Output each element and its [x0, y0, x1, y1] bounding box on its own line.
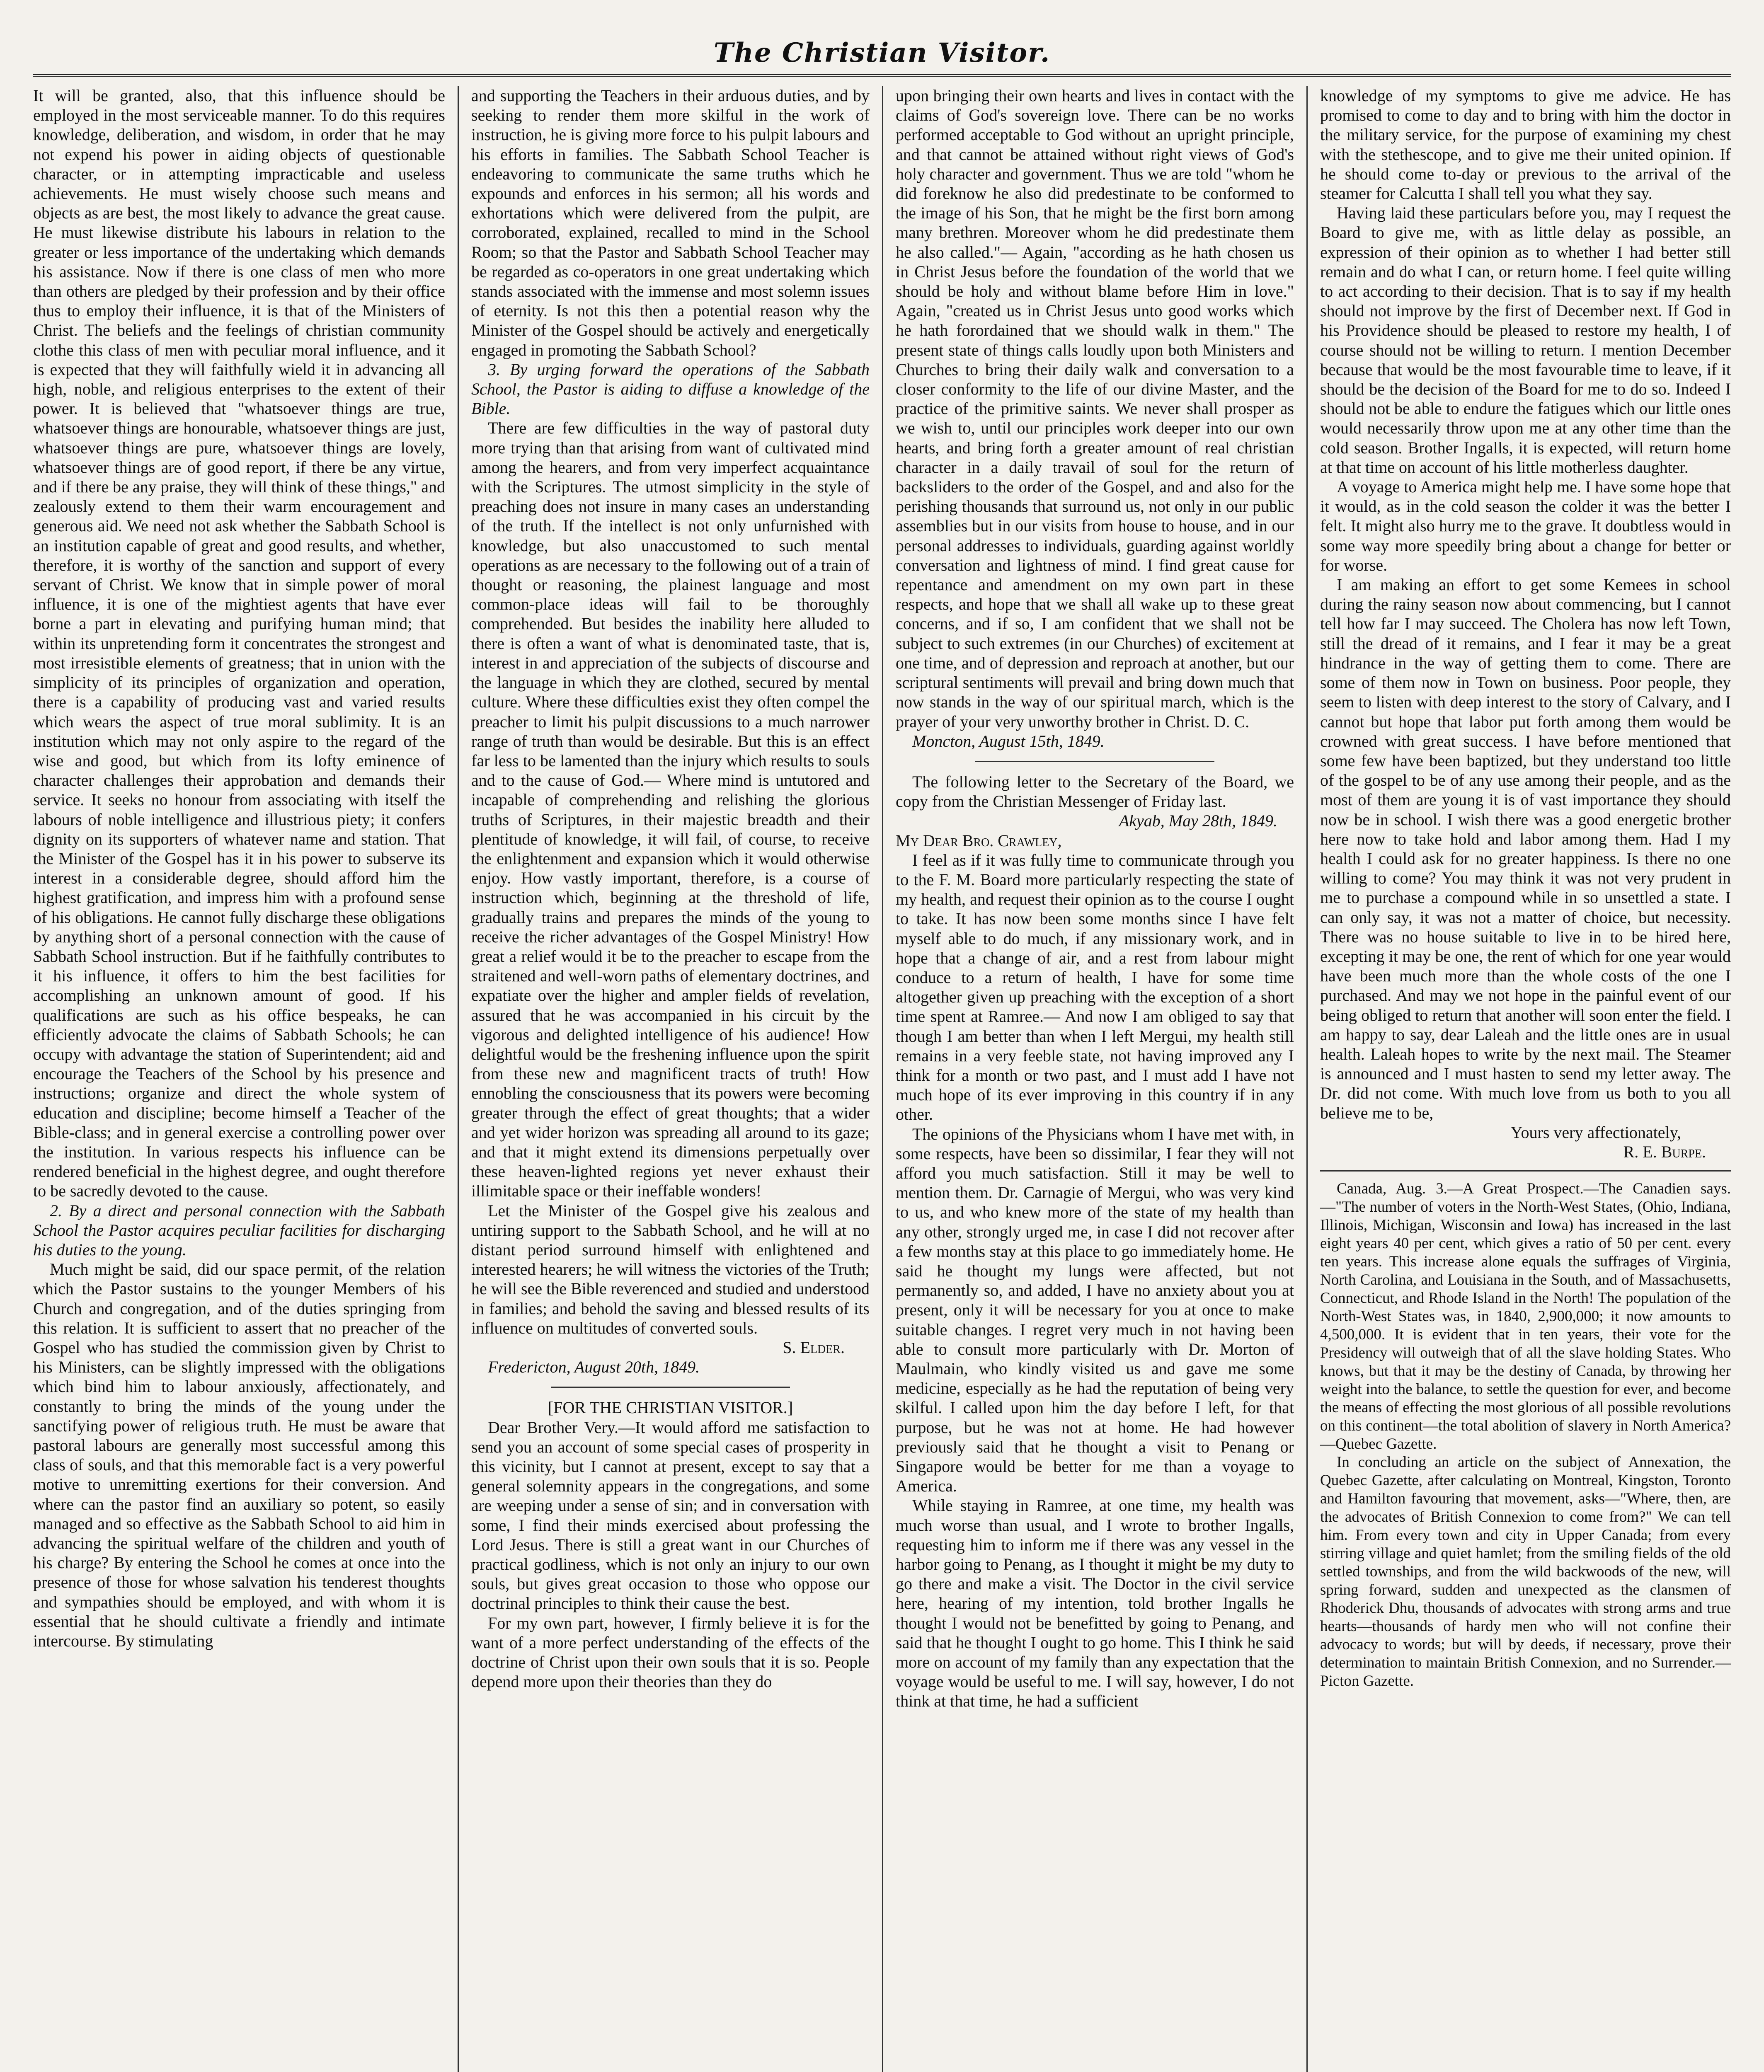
paragraph: Let the Minister of the Gospel give his zealous and untiring support to the Sabbath School, and he will at no distant period surround himself with enlightened and interested hearers; he will witness the victories of the Truth; he will see the Bible reverenced and studied and understood in families; and behold the saving and blessed results of its influence on multitudes of converted souls. [471, 1201, 870, 1337]
paragraph: Having laid these particulars before you, may I request the Board to give me, with as little delay as possible, an expression of their opinion as to whether I had better still remain and do what I can, or return home. I feel quite willing to act according to their decision. That is to say if my health should not improve by the first of December next. If God in his Providence should be pleased to restore my health, I of course should not be willing to return. I mention December because that would be the most favourable time to leave, if it should be the decision of the Board for me to do so. Indeed I should not be able to endure the fatigues which our little ones would necessarily throw upon me at any other time than the cold season. Brother Ingalls, it is expected, will return home at that time on account of his little motherless daughter. [1320, 203, 1731, 477]
masthead: The Christian Visitor. [33, 37, 1731, 77]
paragraph: For my own part, however, I firmly believe it is for the want of a more perfect understanding of the effects of the doctrine of Christ upon their own souls that it is so. People depend more upon their theories than they do [471, 1613, 870, 1691]
paragraph: upon bringing their own hearts and lives in contact with the claims of God's sovereign love. There can be no works performed acceptable to God without an upright principle, and that cannot be attained without right views of God's holy character and government. Thus we are told "whom he did foreknow he also did predestinate to be conformed to the image of his Son, that he might be the first born among many brethren. Moreover whom he did predestinate them he also called."— Again, "according as he hath chosen us in Christ Jesus before the foundation of the world that we should be holy and without blame before Him in love." Again, "created us in Christ Jesus unto good works which he hath forordained that we should walk in them." The present state of things calls loudly upon both Ministers and Churches to bring their daily walk and conversation to a closer conformity to the life of our divine Master, and the practice of the primitive saints. We never shall prosper as we wish to, until our principles work deeper into our own hearts, and bring forth a greater amount of real christian character in a daily travail of soul for the return of backsliders to the order of the Gospel, and and also for the perishing thousands that surround us, not only in our public assemblies but in our visits from house to house, and in our personal addresses to individuals, guarding against worldly conversation and lightness of mind. I find great cause for repentance and amendment on my own part in these respects, and hope that we shall all wake up to these great concerns, and if so, I am confident that we shall not be subject to such extremes (in our Churches) of excitement at one time, and of depression and reproach at another, but our scriptural sentiments will prevail and bring down much that now stands in the way of our spiritual march, which is the prayer of your very unworthy brother in Christ. D. C. [896, 86, 1294, 731]
signature: R. E. Burpe. [1623, 1142, 1706, 1161]
news-item: In concluding an article on the subject of Annexation, the Quebec Gazette, after calculating on Montreal, Kingston, Toronto and Hamilton favouring that movement, asks—"Where, then, are the advocates of British Connexion to come from?" We can tell him. From every town and city in Upper Canada; from every stirring village and quiet hamlet; from the smiling fields of the old settled townships, and from the wild backwoods of the new, will spring forward, sudden and unexpected as the clansmen of Rhoderick Dhu, thousands of advocates with strong arms and true hearts—thousands of hardy men who will not confine their advocacy to words; but will by deeds, if necessary, prove their determination to maintain British Connexion, and no Surrender.—Picton Gazette. [1320, 1454, 1731, 1690]
column-2 [458, 86, 882, 2072]
section-heading: 3. By urging forward the operations of the Sabbath School, the Pastor is aiding to diffuse a knowledge of the Bible. [471, 360, 870, 418]
dateline: Akyab, May 28th, 1849. [1119, 811, 1277, 830]
dateline: Moncton, August 15th, 1849. [912, 731, 1105, 750]
paragraph: Much might be said, did our space permit, of the relation which the Pastor sustains to the younger Members of his Church and congregation, and of the duties springing from this relation. It is sufficient to assert that no preacher of the Gospel who has studied the commission given by Christ to his Ministers, can be slightly impressed with the obligations which bind him to labour anxiously, affectionately, and constantly to bring the minds of the young under the sanctifying power of religious truth. He must be aware that pastoral labours are generally most successful among this class of souls, and that this memorable fact is a very powerful motive to unremitting exertions for their conversion. And where can the pastor find an auxiliary so potent, so easily managed and so effective as the Sabbath School to aid him in advancing the spiritual welfare of the children and youth of his charge? By entering the School he comes at once into the presence of those for whose salvation his tenderest thoughts and sympathies should be employed, and with whom it is essential that he should cultivate a friendly and intimate intercourse. By stimulating [33, 1260, 445, 1651]
article-header: [FOR THE CHRISTIAN VISITOR.] [548, 1398, 793, 1417]
paragraph: While staying in Ramree, at one time, my health was much worse than usual, and I wrote to brother Ingalls, requesting him to inform me if there was any vessel in the harbor going to Penang, as I thought it might be my duty to go there and make a visit. The Doctor in the civil service here, hearing of my intention, told brother Ingalls he thought I would not be benefitted by going to Penang, and said that he thought I ought to go home. This I think he said more on account of my family than any expectation that the voyage would be useful to me. I will say, however, I do not think at that time, he had a sufficient [896, 1496, 1294, 1711]
columns [33, 86, 1731, 2072]
paragraph: I am making an effort to get some Kemees in school during the rainy season now about commencing, but I cannot tell how far I may succeed. The Cholera has now left Town, still the dread of it remains, and I fear it may be a great hindrance in the way of getting them to come. There are some of them now in Town on business. Poor people, they seem to listen with deep interest to the story of Calvary, and I cannot but hope that labor put forth among them would be crowned with great success. I have before mentioned that some few have been baptized, but they understand too little of the gospel to be of any use among their people, and as the most of them are young it is of vast importance they should now be in school. I wish there was a good energetic brother here now to take hold and labor among them. Had I my health I could ask for no greater happiness. Is there no one willing to come? You may think it was not very prudent in me to purchase a compound while in so unsettled a state. I can only say, it was not a matter of choice, but necessity. There was no house suitable to live in to be hired here, excepting it may be one, the rent of which for one year would have been much more than the whole costs of the one I purchased. And may we not hope in the painful event of our being obliged to return that another will soon enter the field. I am happy to say, dear Laleah and the little ones are in usual health. Laleah hopes to write by the next mail. The Steamer is announced and I must hasten to send my letter away. The Dr. did not come. With much love from us both to you all believe me to be, [1320, 575, 1731, 1122]
paragraph: There are few difficulties in the way of pastoral duty more trying than that arising from want of cultivated mind among the hearers, and from very imperfect acquaintance with the Scriptures. The utmost simplicity in the style of preaching does not insure in many cases an understanding of the truth. If the intellect is not only unfurnished with knowledge, but also unaccustomed to such mental operations as are necessary to the following out of a train of thought or reasoning, the plainest language and most common-place ideas will fail to be thoroughly comprehended. But besides the inability here alluded to there is often a want of what is denominated taste, that is, interest in and appreciation of the subjects of discourse and the language in which they are clothed, secured by mental culture. Where these difficulties exist they often compel the preacher to limit his pulpit discussions to a much narrower range of truth than would be desirable. But this is an effect far less to be lamented than the injury which results to souls and to the cause of God.— Where mind is untutored and incapable of comprehending and relishing the glorious truths of Scriptures, in their majestic breadth and their plentitude of knowledge, it will fail, of course, to receive the enlightenment and expansion which it would otherwise enjoy. How vastly important, therefore, is a course of instruction which, beginning at the threshold of life, gradually trains and prepares the minds of the young to receive the richer advantages of the Gospel Ministry! How great a relief would it be to the preacher to escape from the straitened and well-worn paths of elementary doctrines, and expatiate over the higher and ampler fields of revelation, assured that he was accompanied in his circuit by the vigorous and delighted intelligence of his audience! How delightful would be the freshening influence upon the spirit from these new and magnificent tracts of truth! How ennobling the consciousness that its powers were becoming greater through the effect of great thoughts; that a wider and yet wider horizon was spreading all around to its gaze; and that it might extend its dimensions perpetually over these heaven-lighted regions yet never exhaust their illimitable space or their ineffable wonders! [471, 419, 870, 1201]
column-1 [33, 86, 458, 2072]
section-heading: 2. By a direct and personal connection with the Sabbath School the Pastor acquires peculiar facilities for discharging his duties to the young. [33, 1201, 445, 1259]
paragraph: It will be granted, also, that this influence should be employed in the most serviceable manner. To do this requires knowledge, deliberation, and wisdom, in order that he may not expend his power in aiding objects of questionable character, or in attempting impracticable and useless achievements. He must wisely choose such means and objects as are best, the most likely to advance the great cause. He must likewise distribute his labours in relation to the greater or less importance of the undertaking which demands his assistance. Now if there is one class of men who more than others are pledged by their profession and by their office thus to employ their influence, it is that of the Ministers of Christ. The beliefs and the feelings of christian community clothe this class of men with peculiar moral influence, and it is expected that they will faithfully wield it in advancing all high, noble, and religious enterprises to the extent of their power. It is believed that "whatsoever things are true, whatsoever things are honourable, whatsoever things are just, whatsoever things are pure, whatsoever things are lovely, whatsoever things are of good report, if there be any virtue, and if there be any praise, they will think of these things," and zealously extend to them their warm encouragement and generous aid. We need not ask whether the Sabbath School is an institution capable of great and good results, and whether, therefore, it is worthy of the sanction and support of every servant of Christ. We know that in simple power of moral influence, it is one of the mightiest agents that have ever borne a part in elevating and purifying human mind; that within its unpretending form it concentrates the strongest and most irresistible elements of greatness; that in union with the simplicity of its principles of organization and operation, there is a capability of producing vast and varied results which wears the aspect of true moral sublimity. It is an institution which may not only aspire to the regard of the wise and good, but which from its lofty eminence of character challenges their approbation and demands their service. It seeks no honour from associating with itself the labours of noble intelligence and illustrious piety; it confers dignity on its supporters of whatever name and station. That the Minister of the Gospel has it in his power to subserve its interest in a considerable degree, should afford him the highest gratification, and impress him with a profound sense of his obligations. He cannot fully discharge these obligations by anything short of a personal connection with the cause of Sabbath School instruction. But if he faithfully contributes to it his influence, it offers to him the best facilities for accomplishing an unknown amount of good. If his qualifications are such as his office bespeaks, he can efficiently advocate the claims of Sabbath Schools; he can occupy with advantage the station of Superintendent; aid and encourage the Teachers of the School by his presence and instructions; organize and direct the whole system of education and discipline; become himself a Teacher of the Bible-class; and in general exercise a controlling power over the institution. In various respects his influence can be rendered beneficial in the highest degree, and ought therefore to be sacredly devoted to the cause. [33, 86, 445, 1201]
salutation: My Dear Bro. Crawley, [896, 831, 1062, 850]
divider [1320, 1170, 1731, 1172]
dateline: Fredericton, August 20th, 1849. [488, 1358, 700, 1377]
paragraph: knowledge of my symptoms to give me advice. He has promised to come to day and to bring with him the doctor in the military service, for the purpose of examining my chest with the stethescope, and to give me their united opinion. If he should come to-day or previous to the arrival of the steamer for Calcutta I shall tell you what they say. [1320, 86, 1731, 203]
signature: S. Elder. [783, 1338, 845, 1357]
paragraph: The opinions of the Physicians whom I have met with, in some respects, have been so dissimilar, I fear they will not afford you much satisfaction. Still it may be well to mention them. Dr. Carnagie of Mergui, who was very kind to us, and who knew more of the state of my health than any other, strongly urged me, in case I did not recover after a few months stay at this place to go immediately home. He said he thought my lungs were affected, but not permanently so, and added, I have no anxiety about you at present, only it will be necessary for you at once to make suitable changes. I regret very much in not having been able to consult more particularly with Dr. Morton of Maulmain, who kindly visited us and gave me some medicine, especially as he had the reputation of being very skilful. I called upon him the day before I left, for that purpose, but he was not at home. He had however previously said that he thought a visit to Penang or Singapore would be better for me than a voyage to America. [896, 1124, 1294, 1496]
column-4 [1306, 86, 1731, 2072]
closing: Yours very affectionately, [1510, 1123, 1681, 1142]
divider [975, 761, 1214, 762]
paragraph: The following letter to the Secretary of the Board, we copy from the Christian Messenger of Friday last. [896, 772, 1294, 811]
paragraph: I feel as if it was fully time to communicate through you to the F. M. Board more particularly respecting the state of my health, and request their opinion as to the course I ought to take. It has now been some months since I have felt myself able to do much, if any missionary work, and in hope that a change of air, and a rest from labour might conduce to a return of health, I have for some time altogether given up preaching with the exception of a short time spent at Ramree.— And now I am obliged to say that though I am better than when I left Mergui, my health still remains in a very feeble state, not having improved any I think for a month or two past, and I must add I have not much hope of its ever improving in this country if in any other. [896, 850, 1294, 1124]
paragraph: and supporting the Teachers in their arduous duties, and by seeking to render them more skilful in the work of instruction, he is giving more force to his pulpit labours and his efforts in families. The Sabbath School Teacher is endeavoring to communicate the same truths which he expounds and enforces in his sermon; all his words and exhortations which were delivered from the pulpit, are corroborated, explained, recalled to mind in the School Room; so that the Pastor and Sabbath School Teacher may be regarded as co-operators in one great undertaking which stands associated with the immense and most solemn issues of eternity. Is not this then a potential reason why the Minister of the Gospel should be actively and energetically engaged in promoting the Sabbath School? [471, 86, 870, 359]
news-item: Canada, Aug. 3.—A Great Prospect.—The Canadien says.—"The number of voters in the North-West States, (Ohio, Indiana, Illinois, Michigan, Wisconsin and Iowa) has increased in the last eight years 40 per cent, which gives a ratio of 50 per cent. every ten years. This increase alone equals the suffrages of Virginia, North Carolina, and Louisiana in the South, and of Massachusetts, Connecticut, and Rhode Island in the North! The population of the North-West States was, in 1840, 2,900,000; it now amounts to 4,500,000. It is evident that in ten years, their vote for the Presidency will outweigh that of all the slave holding States. Who knows, but that it may be the destiny of Canada, by throwing her weight into the balance, to settle the question for ever, and become the means of effecting the most glorious of all possible revolutions on this continent—the total abolition of slavery in North America?—Quebec Gazette. [1320, 1180, 1731, 1453]
paragraph: Dear Brother Very.—It would afford me satisfaction to send you an account of some special cases of prosperity in this vicinity, but I cannot at present, except to say that a general solemnity appears in the congregations, and some are weeping under a sense of sin; and in conversation with some, I find their minds exercised about professing the Lord Jesus. There is still a great want in our Churches of practical godliness, which is not only an injury to our own souls, but gives great occasion to those who oppose our doctrinal principles to think their cause the best. [471, 1418, 870, 1613]
paragraph: A voyage to America might help me. I have some hope that it would, as in the cold season the colder it was the better I felt. It might also hurry me to the grave. It doubtless would in some way more speedily bring about a change for better or for worse. [1320, 477, 1731, 574]
divider [551, 1387, 790, 1388]
column-3 [882, 86, 1306, 2072]
